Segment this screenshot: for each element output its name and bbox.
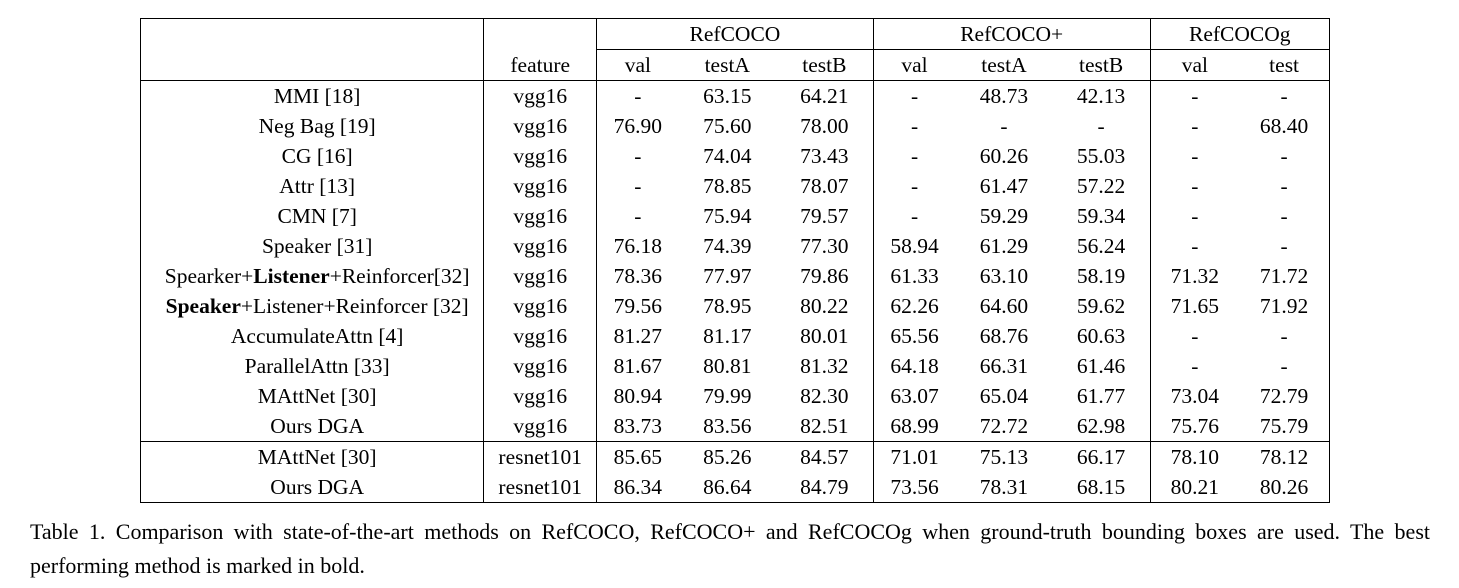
table-cell-value: - — [1239, 81, 1329, 112]
table-cell-value: - — [1150, 231, 1239, 261]
table-cell-value: 76.18 — [597, 231, 679, 261]
table-cell-value: 59.62 — [1076, 294, 1126, 318]
table-cell-value: - — [1239, 141, 1329, 171]
table-cell-feature: vgg16 — [484, 291, 597, 321]
table-cell-value: - — [873, 81, 955, 112]
table-cell-value: - — [1150, 201, 1239, 231]
table-cell-value: - — [873, 141, 955, 171]
table-row — [141, 351, 1330, 381]
table-cell-value: 68.15 — [1053, 472, 1150, 503]
table-cell-value: - — [597, 201, 679, 231]
table-cell-value: 81.32 — [800, 354, 849, 378]
column-header-refcocoplus-testb: testB — [1053, 50, 1150, 81]
table-cell-value: 77.30 — [800, 234, 849, 258]
column-header-row — [141, 50, 1330, 81]
table-cell-value: 66.31 — [979, 354, 1029, 378]
table-cell-value: - — [1239, 351, 1329, 381]
table-cell-value: 75.94 — [703, 204, 752, 228]
table-row — [141, 472, 1330, 503]
table-cell-feature: vgg16 — [484, 201, 597, 231]
table-cell-value: 61.33 — [873, 261, 955, 291]
results-table-container — [140, 18, 1330, 503]
table-cell-value: 79.56 — [597, 291, 679, 321]
table-cell-method: Spearker+Listener+Reinforcer[32] — [141, 261, 484, 291]
table-cell-value: 71.01 — [873, 442, 955, 473]
table-cell-value: 78.07 — [800, 174, 849, 198]
table-cell-feature: resnet101 — [484, 472, 597, 503]
table-cell-value: 81.67 — [597, 351, 679, 381]
table-cell-value: 78.10 — [1150, 442, 1239, 473]
table-cell-value: 59.29 — [979, 204, 1029, 228]
table-cell-value: 73.56 — [873, 472, 955, 503]
table-cell-feature: vgg16 — [484, 81, 597, 112]
table-cell-value: 61.47 — [979, 174, 1029, 198]
table-cell-value: 58.19 — [1076, 264, 1126, 288]
table-cell-value: 42.13 — [1076, 84, 1126, 108]
table-cell-value: 64.18 — [873, 351, 955, 381]
table-cell-value: - — [1239, 171, 1329, 201]
table-cell-method: Neg Bag [19] — [141, 111, 484, 141]
table-cell-value: 74.04 — [703, 144, 752, 168]
column-header-refcocoplus-testa: testA — [955, 50, 1052, 81]
table-cell-value: 85.26 — [703, 445, 752, 469]
table-cell-value: - — [1097, 114, 1105, 138]
group-header-refcocog: RefCOCOg — [1150, 19, 1329, 50]
table-cell-method: MAttNet [30] — [141, 381, 484, 411]
table-cell-value: 75.76 — [1150, 411, 1239, 442]
table-cell-feature: vgg16 — [484, 351, 597, 381]
table-cell-feature: vgg16 — [484, 141, 597, 171]
table-cell-value: 79.57 — [800, 204, 849, 228]
table-head — [141, 19, 1330, 81]
table-cell-value: - — [597, 81, 679, 112]
table-cell-value: 80.26 — [1239, 472, 1329, 503]
table-cell-value: 73.43 — [800, 144, 849, 168]
table-cell-feature: resnet101 — [484, 442, 597, 473]
table-cell-value: 74.39 — [703, 234, 752, 258]
column-header-refcoco-val: val — [597, 50, 679, 81]
table-cell-feature: vgg16 — [484, 111, 597, 141]
table-cell-method: MAttNet [30] — [141, 442, 484, 473]
table-cell-value: - — [1150, 141, 1239, 171]
table-cell-method: CG [16] — [141, 141, 484, 171]
column-header-refcocog-test: test — [1239, 50, 1329, 81]
table-cell-method: Speaker+Listener+Reinforcer [32] — [141, 291, 484, 321]
table-cell-value: 75.60 — [703, 114, 752, 138]
table-cell-value: - — [1150, 321, 1239, 351]
table-row — [141, 141, 1330, 171]
table-cell-value: - — [1239, 321, 1329, 351]
table-cell-value: 61.29 — [979, 234, 1029, 258]
table-cell-feature: vgg16 — [484, 381, 597, 411]
table-cell-value: 62.26 — [873, 291, 955, 321]
table-row — [141, 201, 1330, 231]
group-header-blank-method — [141, 19, 484, 50]
results-table — [140, 18, 1330, 503]
table-row — [141, 171, 1330, 201]
table-cell-value: 82.51 — [776, 411, 873, 442]
table-cell-value: - — [873, 171, 955, 201]
table-cell-value: 56.24 — [1076, 234, 1126, 258]
table-cell-value: - — [597, 141, 679, 171]
table-cell-value: 80.21 — [1150, 472, 1239, 503]
table-cell-value: 65.56 — [873, 321, 955, 351]
table-cell-method: AccumulateAttn [4] — [141, 321, 484, 351]
table-caption: Table 1. Comparison with state-of-the-art methods on RefCOCO, RefCOCO+ and RefCOCOg when ground-truth bounding boxes are used. The best performing method is marked in bold. — [30, 519, 1430, 578]
group-header-row — [141, 19, 1330, 50]
table-cell-value: 68.40 — [1239, 111, 1329, 141]
table-cell-value: 78.12 — [1239, 442, 1329, 473]
table-cell-value: - — [1150, 171, 1239, 201]
table-cell-value: 86.34 — [597, 472, 679, 503]
table-row — [141, 321, 1330, 351]
table-cell-value: 60.26 — [979, 144, 1029, 168]
table-cell-value: 76.90 — [597, 111, 679, 141]
column-header-method — [141, 50, 484, 81]
table-row — [141, 111, 1330, 141]
table-cell-value: 71.32 — [1150, 261, 1239, 291]
table-cell-value: 60.63 — [1076, 324, 1126, 348]
table-cell-value: 82.30 — [800, 384, 849, 408]
table-cell-value: 84.57 — [800, 445, 849, 469]
table-cell-value: 79.86 — [800, 264, 849, 288]
table-row — [141, 81, 1330, 112]
table-cell-value: 78.31 — [955, 472, 1052, 503]
table-cell-value: 66.17 — [1076, 445, 1126, 469]
table-cell-value: 59.34 — [1076, 204, 1126, 228]
table-cell-value: 78.85 — [703, 174, 752, 198]
table-cell-value: 64.60 — [979, 294, 1029, 318]
table-cell-value: 78.00 — [800, 114, 849, 138]
table-cell-feature: vgg16 — [484, 411, 597, 442]
group-header-refcoco: RefCOCO — [597, 19, 874, 50]
table-cell-value: 68.99 — [873, 411, 955, 442]
table-cell-value: 71.92 — [1239, 291, 1329, 321]
table-cell-value: 72.72 — [955, 411, 1052, 442]
table-cell-value: 48.73 — [979, 84, 1029, 108]
table-cell-value: - — [1239, 201, 1329, 231]
table-cell-value: 55.03 — [1076, 144, 1126, 168]
table-cell-value: 62.98 — [1053, 411, 1150, 442]
table-body — [141, 81, 1330, 503]
table-cell-value: 80.01 — [800, 324, 849, 348]
table-cell-value: 79.99 — [703, 384, 752, 408]
table-cell-method: Attr [13] — [141, 171, 484, 201]
column-header-refcocog-val: val — [1150, 50, 1239, 81]
table-cell-value: 63.15 — [703, 84, 752, 108]
table-cell-value: 73.04 — [1150, 381, 1239, 411]
table-row — [141, 261, 1330, 291]
table-cell-value: 75.79 — [1239, 411, 1329, 442]
table-cell-method: Speaker [31] — [141, 231, 484, 261]
table-cell-value: 64.21 — [800, 84, 849, 108]
table-cell-feature: vgg16 — [484, 321, 597, 351]
table-cell-value: 86.64 — [679, 472, 776, 503]
table-cell-value: 63.10 — [979, 264, 1029, 288]
table-cell-value: 78.95 — [703, 294, 752, 318]
table-cell-value: 80.81 — [703, 354, 752, 378]
table-cell-value: - — [873, 201, 955, 231]
table-cell-value: 61.46 — [1076, 354, 1126, 378]
table-cell-method: ParallelAttn [33] — [141, 351, 484, 381]
table-cell-value: 58.94 — [873, 231, 955, 261]
table-cell-method: CMN [7] — [141, 201, 484, 231]
table-cell-value: 80.22 — [800, 294, 849, 318]
table-cell-feature: vgg16 — [484, 261, 597, 291]
table-cell-value: 57.22 — [1076, 174, 1126, 198]
group-header-blank-feature — [484, 19, 597, 50]
table-cell-value: 63.07 — [873, 381, 955, 411]
table-cell-value: 65.04 — [979, 384, 1029, 408]
table-cell-value: 77.97 — [703, 264, 752, 288]
table-cell-value: - — [1150, 351, 1239, 381]
table-cell-value: - — [873, 111, 955, 141]
table-cell-value: 84.79 — [776, 472, 873, 503]
table-cell-value: - — [1239, 231, 1329, 261]
column-header-refcoco-testb: testB — [776, 50, 873, 81]
table-cell-value: 71.72 — [1239, 261, 1329, 291]
table-row — [141, 291, 1330, 321]
table-row — [141, 442, 1330, 473]
table-row — [141, 381, 1330, 411]
table-cell-value: - — [597, 171, 679, 201]
table-row — [141, 411, 1330, 442]
column-header-refcoco-testa: testA — [679, 50, 776, 81]
table-row — [141, 231, 1330, 261]
table-cell-value: - — [1000, 114, 1008, 138]
table-cell-value: 83.73 — [597, 411, 679, 442]
column-header-refcocoplus-val: val — [873, 50, 955, 81]
table-cell-method: Ours DGA — [141, 472, 484, 503]
table-cell-value: - — [1150, 81, 1239, 112]
table-cell-value: 85.65 — [597, 442, 679, 473]
table-cell-value: 61.77 — [1076, 384, 1126, 408]
table-cell-value: - — [1150, 111, 1239, 141]
table-cell-value: 80.94 — [597, 381, 679, 411]
table-cell-value: 81.27 — [597, 321, 679, 351]
group-header-refcocoplus: RefCOCO+ — [873, 19, 1150, 50]
table-cell-feature: vgg16 — [484, 171, 597, 201]
table-cell-value: 83.56 — [679, 411, 776, 442]
table-cell-value: 71.65 — [1150, 291, 1239, 321]
table-cell-value: 72.79 — [1239, 381, 1329, 411]
table-cell-value: 68.76 — [979, 324, 1029, 348]
table-cell-method: MMI [18] — [141, 81, 484, 112]
table-cell-value: 75.13 — [979, 445, 1029, 469]
table-cell-value: 78.36 — [597, 261, 679, 291]
column-header-feature: feature — [484, 50, 597, 81]
table-cell-feature: vgg16 — [484, 231, 597, 261]
table-cell-value: 81.17 — [703, 324, 752, 348]
table-cell-method: Ours DGA — [141, 411, 484, 442]
